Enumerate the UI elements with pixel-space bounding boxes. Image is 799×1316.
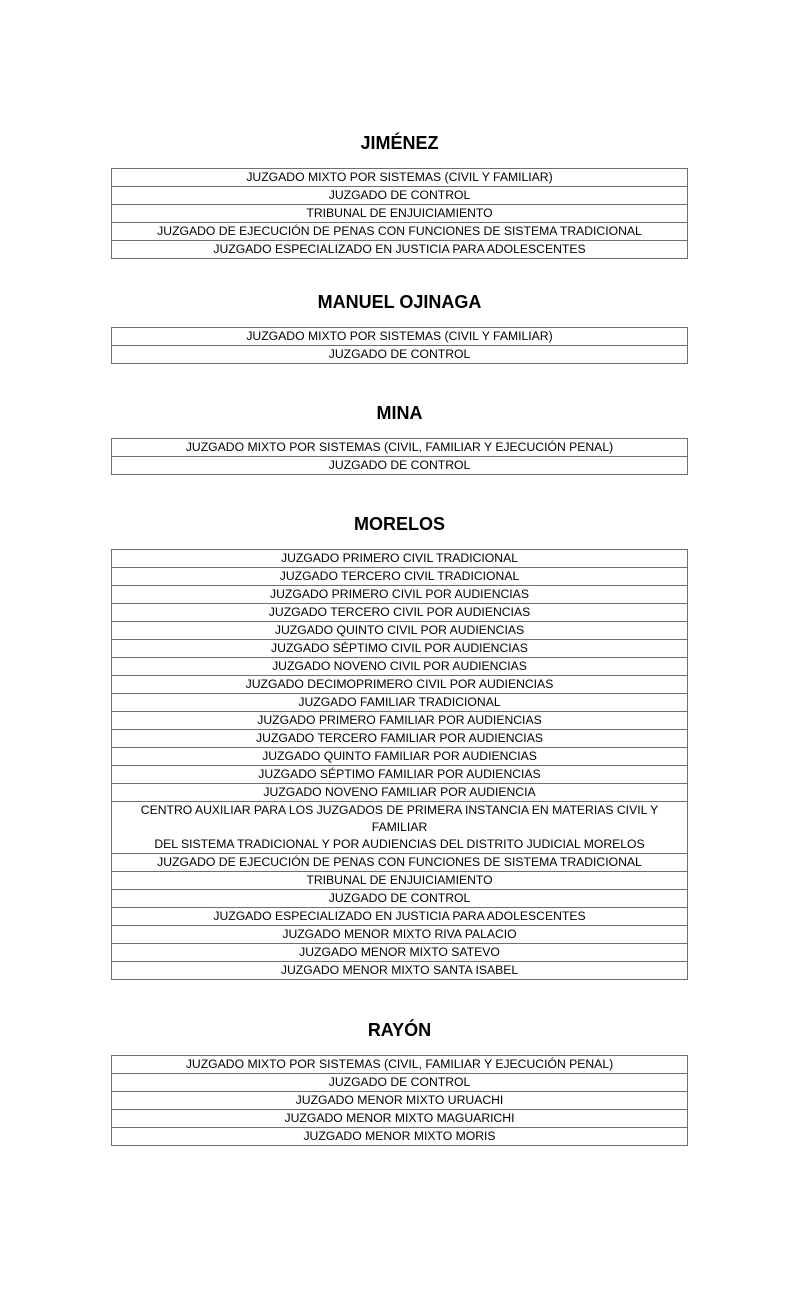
court-table [111,168,688,259]
table-row: JUZGADO MENOR MIXTO RIVA PALACIO [112,925,687,943]
table-row: JUZGADO ESPECIALIZADO EN JUSTICIA PARA ADOLESCENTES [112,240,687,258]
table-row: JUZGADO ESPECIALIZADO EN JUSTICIA PARA ADOLESCENTES [112,907,687,925]
table-row: JUZGADO DE CONTROL [112,456,687,474]
section-title: MINA [376,403,423,423]
table-row: JUZGADO TERCERO CIVIL POR AUDIENCIAS [112,603,687,621]
section-rayon [111,1018,688,1146]
table-row: JUZGADO TERCERO FAMILIAR POR AUDIENCIAS [112,729,687,747]
table-row: JUZGADO DECIMOPRIMERO CIVIL POR AUDIENCIAS [112,675,687,693]
court-table [111,549,688,980]
table-row: JUZGADO MIXTO POR SISTEMAS (CIVIL, FAMILIAR Y EJECUCIÓN PENAL) [185,440,614,454]
table-row: TRIBUNAL DE ENJUICIAMIENTO [112,204,687,222]
section-title: RAYÓN [367,1020,432,1040]
table-row: JUZGADO MIXTO POR SISTEMAS (CIVIL Y FAMILIAR) [246,170,553,184]
table-row: JUZGADO DE CONTROL [112,1073,687,1091]
table-row: JUZGADO DE CONTROL [112,186,687,204]
table-row: JUZGADO FAMILIAR TRADICIONAL [112,693,687,711]
table-row: JUZGADO MIXTO POR SISTEMAS (CIVIL, FAMILIAR Y EJECUCIÓN PENAL) [185,1057,614,1071]
table-row: CENTRO AUXILIAR PARA LOS JUZGADOS DE PRIMERA INSTANCIA EN MATERIAS CIVIL Y FAMILIAR DEL SISTEMA TRADICIONAL Y POR AUDIENCIAS DEL DISTRITO JUDICIAL MORELOS [112,801,687,853]
table-row: JUZGADO MENOR MIXTO MORIS [112,1127,687,1145]
section-title: MANUEL OJINAGA [317,292,482,312]
table-row: JUZGADO MENOR MIXTO URUACHI [112,1091,687,1109]
table-row: JUZGADO QUINTO CIVIL POR AUDIENCIAS [112,621,687,639]
table-row: JUZGADO MENOR MIXTO SANTA ISABEL [112,961,687,979]
court-table [111,438,688,475]
section-title: MORELOS [353,514,445,534]
court-table [111,1055,688,1146]
table-row: JUZGADO SÉPTIMO FAMILIAR POR AUDIENCIAS [112,765,687,783]
section-manuel-ojinaga [111,290,688,364]
table-row: JUZGADO DE CONTROL [112,889,687,907]
table-row: JUZGADO PRIMERO FAMILIAR POR AUDIENCIAS [112,711,687,729]
table-row: JUZGADO QUINTO FAMILIAR POR AUDIENCIAS [112,747,687,765]
section-spacer [111,475,688,512]
table-row: JUZGADO DE CONTROL [112,345,687,363]
table-row: JUZGADO MENOR MIXTO MAGUARICHI [112,1109,687,1127]
table-row: JUZGADO DE EJECUCIÓN DE PENAS CON FUNCIONES DE SISTEMA TRADICIONAL [112,222,687,240]
table-row: JUZGADO TERCERO CIVIL TRADICIONAL [112,567,687,585]
table-row: TRIBUNAL DE ENJUICIAMIENTO [112,871,687,889]
section-title: JIMÉNEZ [360,133,439,153]
section-spacer [111,980,688,1018]
section-mina [111,401,688,475]
table-row: JUZGADO NOVENO FAMILIAR POR AUDIENCIA [112,783,687,801]
table-row: JUZGADO PRIMERO CIVIL TRADICIONAL [280,551,518,565]
table-row: JUZGADO SÉPTIMO CIVIL POR AUDIENCIAS [112,639,687,657]
section-jimenez [111,131,688,259]
section-spacer [111,259,688,290]
document-page [111,131,688,1146]
table-row: JUZGADO MIXTO POR SISTEMAS (CIVIL Y FAMILIAR) [246,329,553,343]
table-row: JUZGADO NOVENO CIVIL POR AUDIENCIAS [112,657,687,675]
table-row: JUZGADO PRIMERO CIVIL POR AUDIENCIAS [112,585,687,603]
table-row: JUZGADO MENOR MIXTO SATEVO [112,943,687,961]
section-morelos [111,512,688,980]
table-row: JUZGADO DE EJECUCIÓN DE PENAS CON FUNCIONES DE SISTEMA TRADICIONAL [112,853,687,871]
section-spacer [111,364,688,401]
court-table [111,327,688,364]
